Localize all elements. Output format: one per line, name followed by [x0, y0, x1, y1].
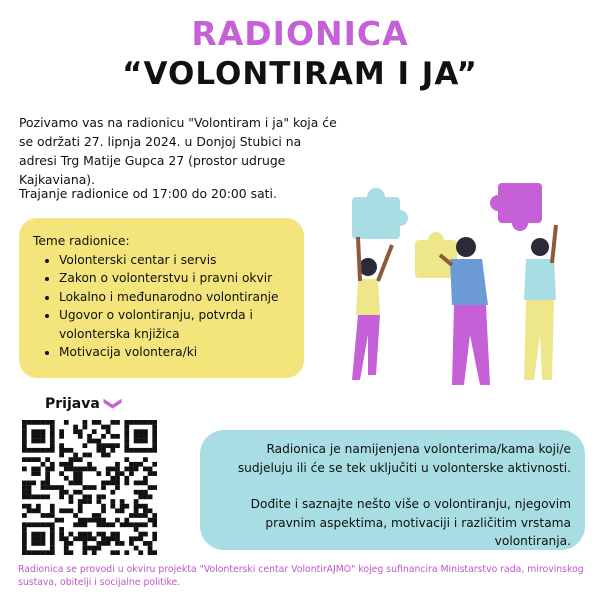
person-right [524, 225, 556, 380]
intro-text: Pozivamo vas na radionicu "Volontiram i ja" koja će se održati 27. lipnja 2024. u Donjoj Stubici na adresi Trg Matije Gupca 27 (prostor udruge Kajkaviana). [19, 115, 337, 187]
poster-subtitle: “VOLONTIRAM I JA” [122, 56, 478, 92]
topic-item: • Zakon o volonterstvu i pravni okvir [59, 269, 290, 288]
poster-title: RADIONICA [191, 14, 409, 53]
topics-list [33, 251, 290, 362]
duration-text: Trajanje radionice od 17:00 do 20:00 sati. [19, 186, 277, 201]
registration-label [45, 393, 124, 414]
footer-note: Radionica se provodi u okviru projekta "Volonterski centar VolontirAJMO" kojeg sufinancira Ministarstvo rada, mirovinskog sustava, obitelji i socijalne politike. [18, 564, 584, 588]
topics-box [19, 218, 304, 378]
puzzle-piece-blue-icon [352, 188, 408, 239]
info-paragraph-1: Radionica je namijenjena volonterima/kama koji/e sudjeluju ili će se tek uključiti u volonterske aktivnosti. [237, 442, 571, 475]
volunteers-puzzle-illustration [330, 175, 590, 395]
topic-item: • Motivacija volontera/ki [59, 343, 290, 362]
info-paragraph-2: Dođite i saznajte nešto više o volontiranju, njegovim pravnim aspektima, motivaciji i različitim vrstama volontiranja. [250, 497, 571, 548]
topic-item: • Volonterski centar i servis [59, 251, 290, 270]
topic-item: • Ugovor o volontiranju, potvrda i volonterska knjižica [59, 306, 290, 343]
registration-qr-code[interactable] [22, 420, 157, 555]
puzzle-piece-purple-icon [490, 183, 542, 231]
topics-heading: Teme radionice: [33, 234, 130, 248]
person-left [352, 237, 392, 380]
info-box [200, 430, 585, 550]
chevron-down-icon: ❯ [102, 395, 124, 412]
person-middle [440, 237, 490, 385]
registration-text: Prijava [45, 395, 100, 412]
topic-item: • Lokalno i međunarodno volontiranje [59, 288, 290, 307]
